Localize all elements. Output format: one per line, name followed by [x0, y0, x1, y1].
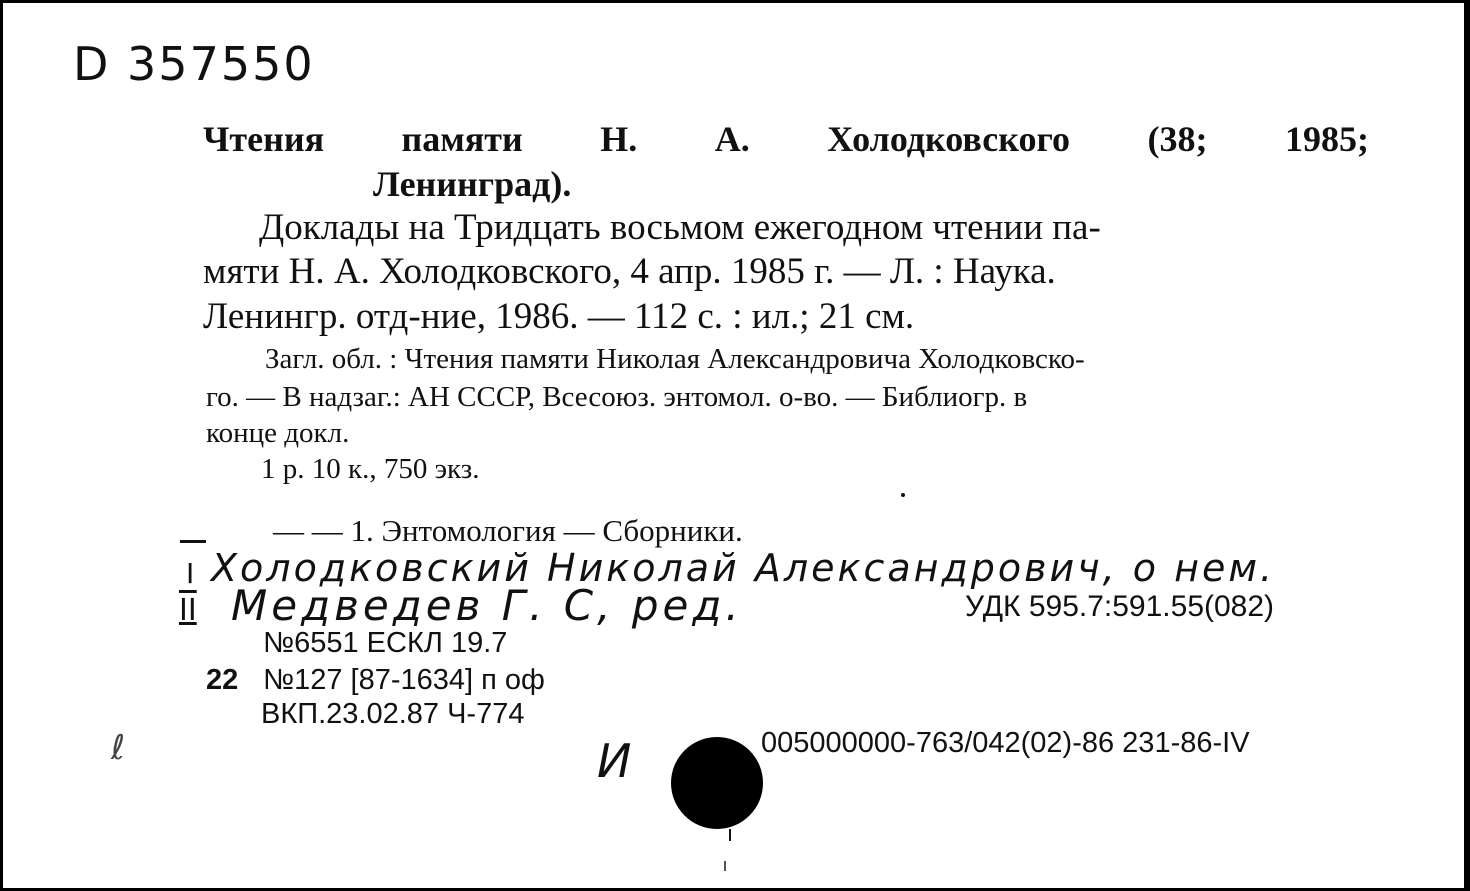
stray-dot — [901, 493, 905, 497]
subject-heading: — — 1. Энтомология — Сборники. — [273, 513, 743, 548]
price-line: 1 р. 10 к., 750 экз. — [261, 453, 480, 485]
heading-line-1 — [203, 121, 1369, 157]
call-number: D 357550 — [73, 37, 315, 91]
note-line: го. — В надзаг.: АН СССР, Всесоюз. энтомол. о-во. — Библиогр. в — [206, 381, 1028, 413]
heading-word: памяти — [401, 119, 523, 159]
heading-word: Н. — [600, 119, 638, 159]
handwritten-added-entry-2: Медведев Г. С, ред. — [231, 581, 743, 630]
punch-hole — [671, 737, 763, 829]
title-line: мяти Н. А. Холодковского, 4 апр. 1985 г. — Л. : Наука. — [203, 251, 1056, 292]
handwritten-initial: И — [597, 734, 632, 788]
pencil-mark: ℓ — [111, 728, 126, 768]
hole-tick — [729, 829, 731, 841]
tracing-dash — [180, 540, 206, 543]
handwritten-prefix: I — [186, 557, 195, 590]
heading-word: Холодковского — [827, 119, 1070, 159]
row-22-text: №127 [87-1634] п оф — [263, 664, 545, 696]
handwritten-added-entry-1: Холодковский Николай Александрович, о нем. — [211, 546, 1276, 590]
catalog-code: 005000000-763/042(02)-86 231-86-IV — [761, 727, 1250, 759]
heading-line-2: Ленинград). — [373, 164, 572, 204]
order-number: №6551 ЕСКЛ 19.7 — [263, 627, 508, 659]
udc-code: УДК 595.7:591.55(082) — [965, 590, 1275, 623]
note-line: Загл. обл. : Чтения памяти Николая Александровича Холодковско- — [265, 343, 1085, 375]
title-line: Доклады на Тридцать восьмом ежегодном чтении па- — [259, 207, 1101, 248]
heading-word: (38; — [1147, 119, 1208, 159]
vkp-line: ВКП.23.02.87 Ч-774 — [261, 698, 525, 730]
hole-tick-lower — [724, 861, 726, 871]
note-line: конце докл. — [206, 417, 350, 449]
heading-word: 1985; — [1284, 119, 1369, 159]
handwritten-prefix: II — [179, 593, 197, 628]
row-22-number: 22 — [206, 664, 239, 696]
heading-word: А. — [714, 119, 750, 159]
title-line: Ленингр. отд-ние, 1986. — 112 с. : ил.; 21 см. — [203, 296, 915, 337]
heading-word: Чтения — [203, 119, 325, 159]
